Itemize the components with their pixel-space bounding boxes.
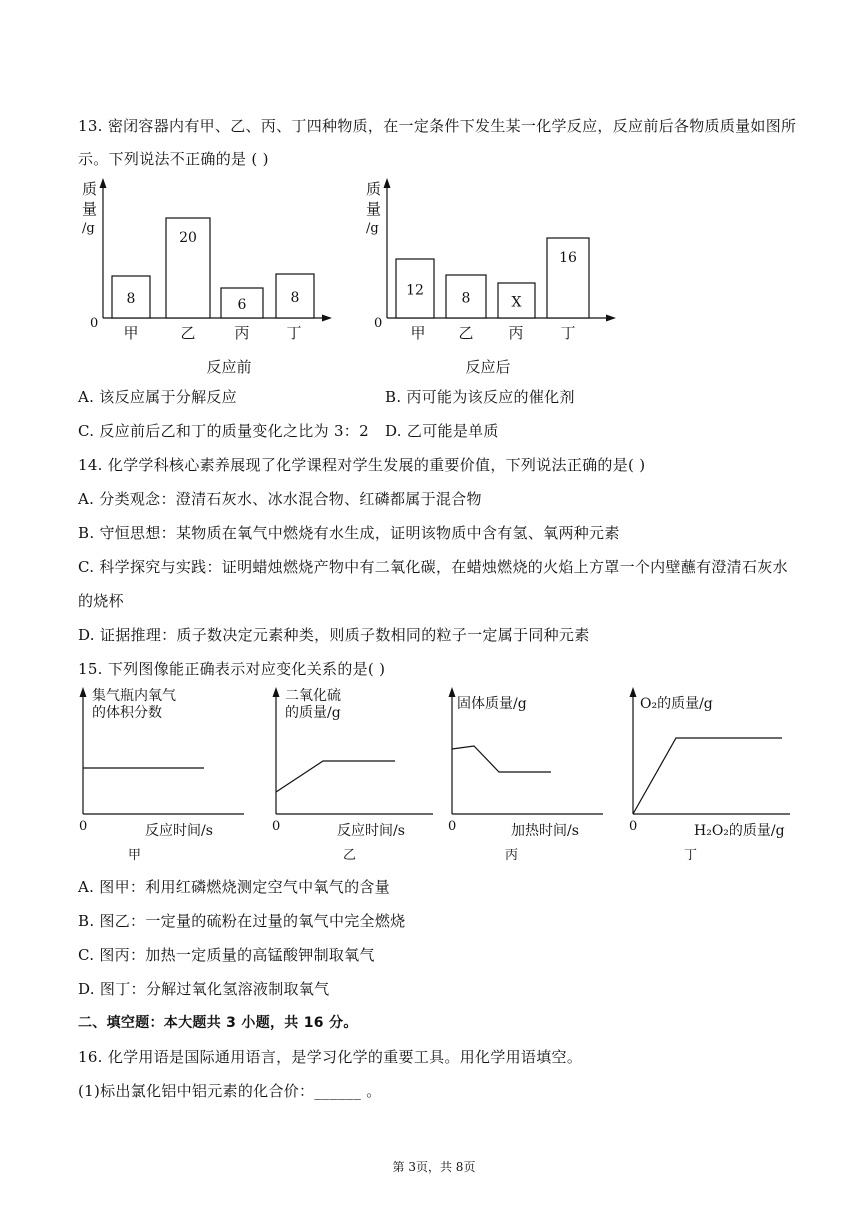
data-line <box>633 738 782 814</box>
bars <box>396 238 589 342</box>
category-label: 丁 <box>560 324 576 342</box>
y-axis-arrow <box>449 687 456 697</box>
q14-option-d: D. 证据推理：质子数决定元素种类，则质子数相同的粒子一定属于同种元素 <box>78 626 590 644</box>
q15-stem: 15. 下列图像能正确表示对应变化关系的是( ) <box>78 660 386 678</box>
origin: 0 <box>90 316 99 331</box>
q14-stem: 14. 化学学科核心素养展现了化学课程对学生发展的重要价值，下列说法正确的是( ) <box>78 456 646 474</box>
ylabel-1: 质 <box>366 180 382 198</box>
bar-value-label: 20 <box>179 230 197 246</box>
q13-chart-after <box>360 176 630 381</box>
q14-option-c-line1: C. 科学探究与实践：证明蜡烛燃烧产物中有二氧化碳，在蜡烛燃烧的火焰上方罩一个内壁蘸有澄清石灰水 <box>78 558 788 576</box>
bar-value-label: X <box>511 294 522 311</box>
q13-option-a: A. 该反应属于分解反应 <box>78 388 237 406</box>
ylabel-1: 二氧化硫 <box>285 688 341 704</box>
q13-option-c: C. 反应前后乙和丁的质量变化之比为 3：2 <box>78 422 369 440</box>
ylabel-2: 的质量/g <box>285 705 341 721</box>
bar-value-label: 16 <box>559 250 577 266</box>
category-label: 乙 <box>458 324 474 342</box>
ylabel-1: 固体质量/g <box>457 696 527 712</box>
caption: 丁 <box>684 848 698 863</box>
ylabel-2: 量 <box>366 200 382 218</box>
ylabel-1: 质 <box>82 180 98 198</box>
category-label: 甲 <box>410 324 426 342</box>
xlabel: 加热时间/s <box>511 823 579 839</box>
ylabel-3: /g <box>366 221 379 236</box>
page-footer: 第 3页，共 8页 <box>392 1160 476 1174</box>
bar-value-label: 8 <box>461 290 471 307</box>
ylabel-1: O₂的质量/g <box>640 696 713 712</box>
q14-option-b: B. 守恒思想：某物质在氧气中燃烧有水生成，证明该物质中含有氢、氧两种元素 <box>78 524 620 542</box>
bar-value-label: 8 <box>290 290 300 306</box>
data-line <box>276 761 395 792</box>
q15-option-b: B. 图乙：一定量的硫粉在过量的氧气中完全燃烧 <box>78 912 406 930</box>
caption: 反应前 <box>206 358 252 376</box>
ylabel-2: 量 <box>82 200 98 218</box>
origin: 0 <box>629 819 638 834</box>
caption: 甲 <box>128 848 142 863</box>
x-axis-arrow <box>606 315 616 322</box>
q15-option-d: D. 图丁：分解过氧化氢溶液制取氧气 <box>78 980 330 998</box>
bar-value-label: 8 <box>126 291 136 307</box>
q16-stem: 16. 化学用语是国际通用语言，是学习化学的重要工具。用化学用语填空。 <box>78 1048 583 1066</box>
x-axis-arrow <box>322 315 332 322</box>
q16-sub1: (1)标出氯化铝中铝元素的化合价：______ 。 <box>78 1082 382 1100</box>
y-axis-arrow <box>273 687 280 697</box>
category-label: 甲 <box>123 324 139 342</box>
xlabel: 反应时间/s <box>337 823 405 839</box>
q13-chart-before <box>76 176 346 381</box>
y-axis-arrow <box>384 178 391 188</box>
q13-stem-line2: 示。下列说法不正确的是 ( ) <box>78 150 269 168</box>
xlabel: H₂O₂的质量/g <box>694 823 785 839</box>
origin: 0 <box>448 819 457 834</box>
q15-graph-ding <box>622 684 798 866</box>
ylabel-2: 的体积分数 <box>92 705 162 721</box>
data-line <box>452 746 551 772</box>
category-label: 丙 <box>234 324 250 342</box>
y-axis-arrow <box>80 687 87 697</box>
category-label: 丁 <box>286 324 302 342</box>
q14-option-c-line2: 的烧杯 <box>78 592 124 610</box>
y-axis-arrow <box>630 687 637 697</box>
caption: 反应后 <box>465 358 511 376</box>
origin: 0 <box>374 316 383 331</box>
q13-option-b: B. 丙可能为该反应的催化剂 <box>385 388 575 406</box>
q13-stem-line1: 13. 密闭容器内有甲、乙、丙、丁四种物质，在一定条件下发生某一化学反应，反应前后各物质质量如图所 <box>78 117 797 135</box>
origin: 0 <box>79 819 88 834</box>
bar-value-label: 6 <box>237 297 247 313</box>
q15-graph-jia <box>72 684 252 866</box>
category-label: 丙 <box>508 324 524 342</box>
xlabel: 反应时间/s <box>145 823 213 839</box>
y-axis-arrow <box>100 178 107 188</box>
caption: 丙 <box>505 848 519 863</box>
bar-value-label: 12 <box>406 282 424 299</box>
ylabel-3: /g <box>82 221 95 236</box>
q15-option-a: A. 图甲：利用红磷燃烧测定空气中氧气的含量 <box>78 878 390 896</box>
bars <box>112 218 314 342</box>
q15-graph-bing <box>441 684 611 866</box>
section-heading: 二、填空题：本大题共 3 小题，共 16 分。 <box>78 1015 358 1031</box>
q13-option-d: D. 乙可能是单质 <box>385 422 499 440</box>
q15-graph-yi <box>265 684 440 866</box>
q15-option-c: C. 图丙：加热一定质量的高锰酸钾制取氧气 <box>78 946 375 964</box>
q14-option-a: A. 分类观念：澄清石灰水、冰水混合物、红磷都属于混合物 <box>78 490 482 508</box>
ylabel-1: 集气瓶内氧气 <box>92 688 176 704</box>
origin: 0 <box>272 819 281 834</box>
category-label: 乙 <box>180 324 196 342</box>
caption: 乙 <box>343 848 357 863</box>
